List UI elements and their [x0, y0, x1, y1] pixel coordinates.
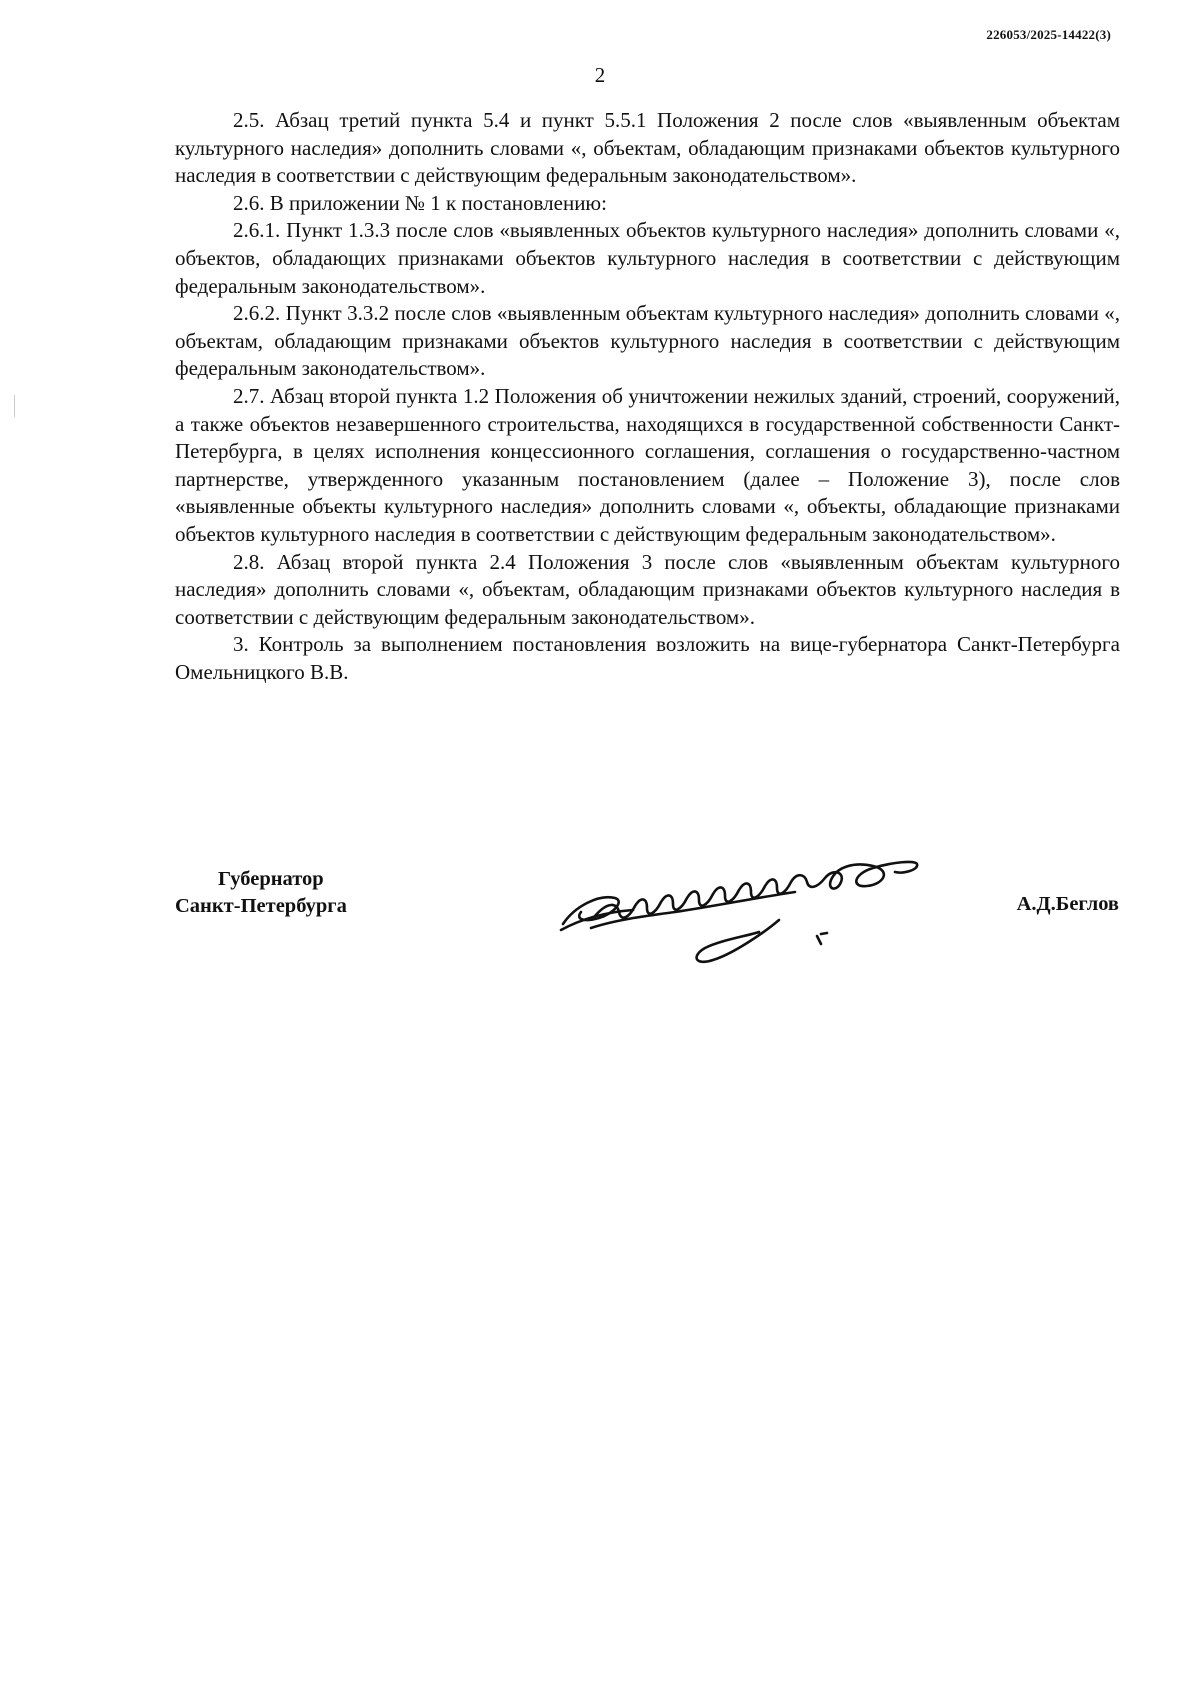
paragraph-2-6: 2.6. В приложении № 1 к постановлению: [233, 190, 607, 215]
paragraph-2-5: 2.5. Абзац третий пункта 5.4 и пункт 5.5.1 Положения 2 после слов «выявленным объектам культурного наследия» дополнить словами «, объектам, обладающим признаками объектов культурного наследия в соответствии с действующим федеральным законодательством». [175, 108, 1120, 188]
paragraph-2-6-2: 2.6.2. Пункт 3.3.2 после слов «выявленным объектам культурного наследия» дополнить словами «, объектам, обладающим признаками объектов культурного наследия в соответствии с действующим федеральным законодательством». [175, 301, 1120, 381]
scan-artifact-line [14, 395, 15, 417]
document-id: 226053/2025-14422(3) [986, 27, 1111, 42]
signatory-title [175, 866, 347, 920]
paragraph-2-8: 2.8. Абзац второй пункта 2.4 Положения 3 после слов «выявленным объектам культурного наследия» дополнить словами «, объектам, обладающим признаками объектов культурного наследия в соответствии с действующим федеральным законодательством». [175, 549, 1120, 629]
paragraph-2-6-1: 2.6.1. Пункт 1.3.3 после слов «выявленных объектов культурного наследия» дополнить словами «, объектов, обладающих признаками объектов культурного наследия в соответствии с действующим федеральным законодательством». [175, 218, 1120, 298]
signatory-title-line2: Санкт-Петербурга [175, 895, 347, 917]
page-number: 2 [594, 63, 606, 87]
signer-name: А.Д.Беглов [1016, 893, 1119, 915]
handwritten-signature-icon [555, 832, 975, 982]
document-body [175, 107, 1120, 686]
paragraph-2-7: 2.7. Абзац второй пункта 1.2 Положения об уничтожении нежилых зданий, строений, сооружений, а также объектов незавершенного строительства, находящихся в государственной собственности Санкт-Петербурга, в целях исполнения концессионного соглашения, соглашения о государственно-частном партнерстве, утвержденного указанным постановлением (далее – Положение 3), после слов «выявленные объекты культурного наследия» дополнить словами «, объекты, обладающие признаками объектов культурного наследия в соответствии с действующим федеральным законодательством». [175, 383, 1120, 546]
paragraph-3: 3. Контроль за выполнением постановления возложить на вице-губернатора Санкт-Петербурга Омельницкого В.В. [175, 632, 1120, 684]
signatory-title-line1: Губернатор [218, 868, 324, 890]
